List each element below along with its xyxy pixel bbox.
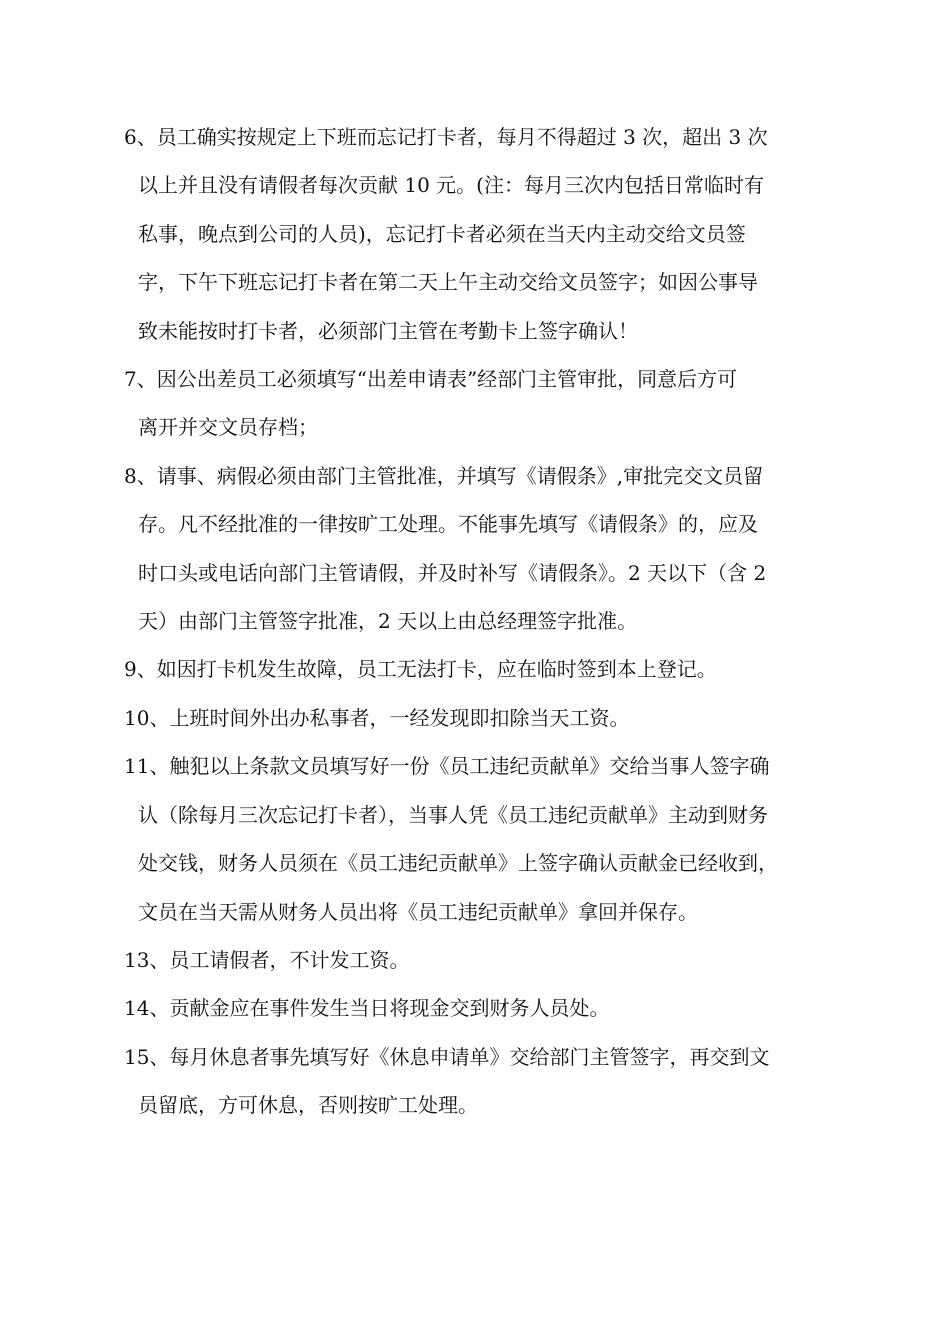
clause-line: 离开并交文员存档； [138, 415, 318, 440]
clause-line: 时口头或电话向部门主管请假，并及时补写《请假条》。2 天以下（含 2 [138, 560, 767, 585]
clause-line: 致未能按时打卡者，必须部门主管在考勤卡上签字确认！ [138, 318, 638, 343]
clause-8 [124, 452, 836, 646]
clause-line: 8、请事、病假必须由部门主管批准，并填写《请假条》,审批完交文员留 [124, 463, 764, 488]
clause-15 [124, 1033, 836, 1130]
clause-line: 员留底，方可休息，否则按旷工处理。 [138, 1093, 478, 1118]
clause-line: 处交钱，财务人员须在《员工违纪贡献单》上签字确认贡献金已经收到， [138, 851, 778, 876]
clause-line: 以上并且没有请假者每次贡献 10 元。(注：每月三次内包括日常临时有 [138, 173, 764, 198]
clause-13 [124, 936, 836, 984]
clause-line: 存。凡不经批准的一律按旷工处理。不能事先填写《请假条》的，应及 [138, 512, 758, 537]
clause-10 [124, 694, 836, 742]
clause-line: 15、每月休息者事先填写好《休息申请单》交给部门主管签字，再交到文 [124, 1044, 770, 1069]
clause-line: 11、触犯以上条款文员填写好一份《员工违纪贡献单》交给当事人签字确 [124, 754, 770, 779]
clause-line: 私事，晚点到公司的人员)，忘记打卡者必须在当天内主动交给文员签 [138, 221, 746, 246]
clause-line: 字，下午下班忘记打卡者在第二天上午主动交给文员签字；如因公事导 [138, 270, 758, 295]
clause-line: 14、贡献金应在事件发生当日将现金交到财务人员处。 [124, 996, 610, 1021]
clause-9 [124, 645, 836, 693]
clause-line: 7、因公出差员工必须填写“出差申请表”经部门主管审批，同意后方可 [124, 367, 738, 392]
clause-line: 文员在当天需从财务人员出将《员工违纪贡献单》拿回并保存。 [138, 899, 698, 924]
clause-6 [124, 113, 836, 355]
clause-14 [124, 984, 836, 1032]
clause-line: 天）由部门主管签字批准，2 天以上由总经理签字批准。 [138, 609, 638, 634]
clause-line: 6、员工确实按规定上下班而忘记打卡者，每月不得超过 3 次，超出 3 次 [124, 125, 768, 149]
clause-line: 13、员工请假者，不计发工资。 [124, 947, 410, 972]
clause-line: 认（除每月三次忘记打卡者），当事人凭《员工违纪贡献单》主动到财务 [138, 802, 768, 827]
clause-line: 10、上班时间外出办私事者，一经发现即扣除当天工资。 [124, 705, 630, 730]
clause-11 [124, 742, 836, 936]
document-page [124, 113, 836, 1130]
clause-7 [124, 355, 836, 452]
clause-line: 9、如因打卡机发生故障，员工无法打卡，应在临时签到本上登记。 [124, 657, 717, 682]
